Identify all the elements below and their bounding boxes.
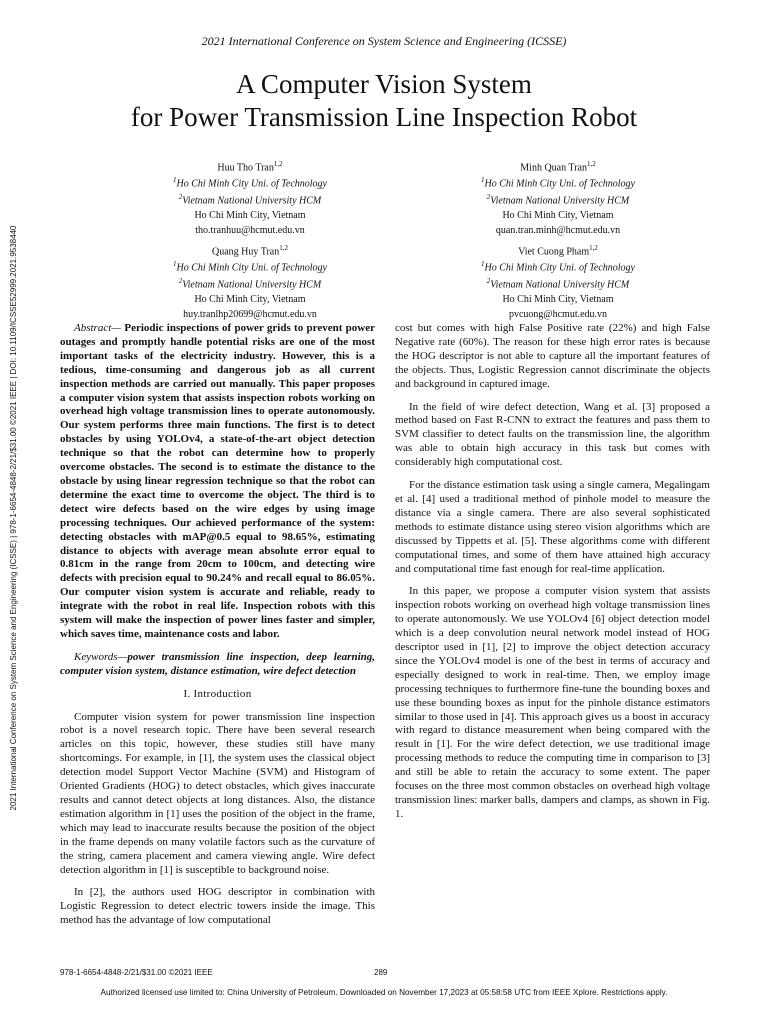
author-affiliation-2: Vietnam National University HCM xyxy=(182,278,322,290)
page-number: 289 xyxy=(374,968,388,977)
body-paragraph: cost but comes with high False Positive rate (22%) and high False Negative rate (60%). The reason for these high error rates is because the HOG descriptor is not able to capture all the important features of the objects. Thus, Logistic Regression cannot discriminate the objects and background in captured image. xyxy=(395,322,710,390)
body-paragraph: In this paper, we propose a computer vision system that assists inspection robots working on overhead high voltage transmission lines to operate autonomously. We use YOLOv4 [6] object detection model which is a deep convolution neural network model instead of HOG descriptor used in [1], [2] to improve the object detection accuracy since the YOLOv4 model is one of the best in terms of accuracy and especially designed to work in real-time. Then, we employ image processing techniques to furthermore fine-tune the bounding boxes and use these bounding boxes as input for the pinhole distance estimators similar to those used in [4]. This approach gives us a boost in accuracy with regard to distance measurement when being compared with the result in [1]. For the wire defect detection, we use traditional image processing methods to reduce the computing time in comparison to [3] and still be able to retain the accuracy to some extent. The paper focuses on the three most common obstacles on overhead high voltage transmission lines: marker balls, dampers and clamps, as shown in Fig. 1. xyxy=(395,585,710,820)
title-line-1: A Computer Vision System xyxy=(236,69,532,99)
author-city: Ho Chi Minh City, Vietnam xyxy=(194,293,306,305)
author-email[interactable]: pvcuong@hcmut.edu.vn xyxy=(508,308,608,320)
author-affiliation-1: Ho Chi Minh City Uni. of Technology xyxy=(484,178,635,190)
doi-side-text: 2021 International Conference on System Science and Engineering (ICSSE) | 978-1-6654-4848-2/21/$31.00 ©2021 IEEE | DOI: 10.1109/ICSSE52999.2021.9538440 xyxy=(9,225,18,811)
author-email[interactable]: huy.tranlhp20699@hcmut.edu.vn xyxy=(183,308,317,320)
left-column xyxy=(60,322,375,937)
aff-sup: 2 xyxy=(486,276,491,285)
abstract-text: Periodic inspections of power grids to prevent power outages and promptly handle potential risks are one of the most important tasks of the electricity industry. However, this is a tedious, time-consuming and dangerous job as all current inspection methods are carried out manually. This paper proposes a computer vision system that assists inspection robots working on overhead high voltage transmission lines to operate autonomously. Our system performs three main functions. The first is to detect obstacles by using YOLOv4, a state-of-the-art object detection technique so that the robot can determine how to properly overcome obstacles. The second is to estimate the distance to the obstacle by using linear regression technique so that the robot can determine the exact time to overcome the object. The third is to detect wire defects based on the wire edges by using image processing techniques. Our achieved performance of the system: detecting obstacles with mAP@0.5 equal to 98.65%, estimating distance to objects with average mean absolute error equal to 0.81cm in the range from 20cm to 100cm, and detecting wire defects with precision equal to 90.24% and recall equal to 86.05%. Our computer vision system is accurate and reliable, ready to integrate with the robot in real life. Inspection robots with this system will make the inspection of power lines faster and simpler, which saves time, maintenance costs and labor. xyxy=(60,322,375,640)
aff-sup: 1 xyxy=(481,176,485,185)
section-heading-introduction: I. Introduction xyxy=(183,687,252,700)
aff-sup: 2 xyxy=(178,276,183,285)
keywords-text: power transmission line inspection, deep learning, computer vision system, distance estimation, wire defect detection xyxy=(60,650,375,677)
author-affiliation-1: Ho Chi Minh City Uni. of Technology xyxy=(484,262,635,274)
author-sup: 1,2 xyxy=(273,160,283,168)
author-city: Ho Chi Minh City, Vietnam xyxy=(502,293,614,305)
author-affiliation-2: Vietnam National University HCM xyxy=(490,194,630,206)
author-sup: 1,2 xyxy=(586,160,596,168)
author-affiliation-1: Ho Chi Minh City Uni. of Technology xyxy=(176,178,327,190)
body-paragraph: Computer vision system for power transmission line inspection robot is a novel research topic. There have been several research articles on this topic, however, these studies still have many shortcomings. For example, in [1], the system uses the classical object detection model Support Vector Machine (SVM) and Histogram of Oriented Gradients (HOG) to detect obstacles, which gives inaccurate results and cannot detect objects at long distances. Also, the distance estimation algorithm in [1] uses the position of the object in the frame, which may lead to inaccurate results because the position of the object in the frame depends on many volatile factors such as the curvature of the string, camera placement and camera viewing angle. Wire defect detection algorithm in [1] is susceptible to background noise. xyxy=(60,710,375,876)
conference-header: 2021 International Conference on System Science and Engineering (ICSSE) xyxy=(201,34,567,48)
author-affiliation-2: Vietnam National University HCM xyxy=(182,194,322,206)
author-sup: 1,2 xyxy=(279,244,288,252)
aff-sup: 1 xyxy=(173,260,177,269)
author-city: Ho Chi Minh City, Vietnam xyxy=(502,209,614,221)
aff-sup: 1 xyxy=(173,176,177,185)
author-email[interactable]: tho.tranhuu@hcmut.edu.vn xyxy=(195,224,305,236)
author-name: Viet Cuong Pham xyxy=(518,246,590,258)
title-line-2: for Power Transmission Line Inspection Robot xyxy=(130,102,638,132)
aff-sup: 2 xyxy=(178,192,183,201)
author-block-2 xyxy=(438,158,678,237)
aff-sup: 2 xyxy=(486,192,491,201)
author-block-4 xyxy=(438,242,678,321)
right-column xyxy=(395,322,710,831)
author-sup: 1,2 xyxy=(589,244,598,252)
author-city: Ho Chi Minh City, Vietnam xyxy=(194,209,306,221)
author-name: Quang Huy Tran xyxy=(212,246,280,258)
author-affiliation-2: Vietnam National University HCM xyxy=(490,278,630,290)
author-name: Huu Tho Tran xyxy=(217,162,274,174)
license-notice: Authorized licensed use limited to: China University of Petroleum. Downloaded on November 17,2023 at 05:58:58 UTC from IEEE Xplore. Restrictions apply. xyxy=(100,988,668,997)
author-block-1 xyxy=(130,158,370,237)
body-paragraph: For the distance estimation task using a single camera, Megalingam et al. [4] used a traditional method of pinhole model to measure the distance via a single camera. There are also several sophisticated methods to estimate distance using stereo vision algorithms which are discussed by Tippetts et al. [5]. These algorithms come with different computational times, and some of them have attained high accuracy and computational time fast enough for real-time application. xyxy=(395,479,710,575)
author-block-3 xyxy=(130,242,370,321)
body-paragraph: In [2], the authors used HOG descriptor in combination with Logistic Regression to detect electric towers inside the image. This method has the advantage of low computational xyxy=(60,886,375,927)
author-email[interactable]: quan.tran.minh@hcmut.edu.vn xyxy=(495,224,621,236)
author-name: Minh Quan Tran xyxy=(520,162,587,174)
paper-title xyxy=(0,68,768,134)
keywords-lead: Keywords— xyxy=(74,650,128,663)
abstract-lead: Abstract— xyxy=(74,322,122,334)
abstract xyxy=(60,322,375,642)
footer-isbn: 978-1-6654-4848-2/21/$31.00 ©2021 IEEE xyxy=(60,968,213,977)
body-paragraph: In the field of wire defect detection, Wang et al. [3] proposed a method based on Fast R-CNN to extract the features and pass them to SVM classifier to detect faults on the transmission line, the algorithm was able to obtain high accuracy in this task but comes with considerably high computational cost. xyxy=(395,400,710,469)
aff-sup: 1 xyxy=(481,260,485,269)
author-affiliation-1: Ho Chi Minh City Uni. of Technology xyxy=(176,262,327,274)
keywords xyxy=(60,651,375,679)
